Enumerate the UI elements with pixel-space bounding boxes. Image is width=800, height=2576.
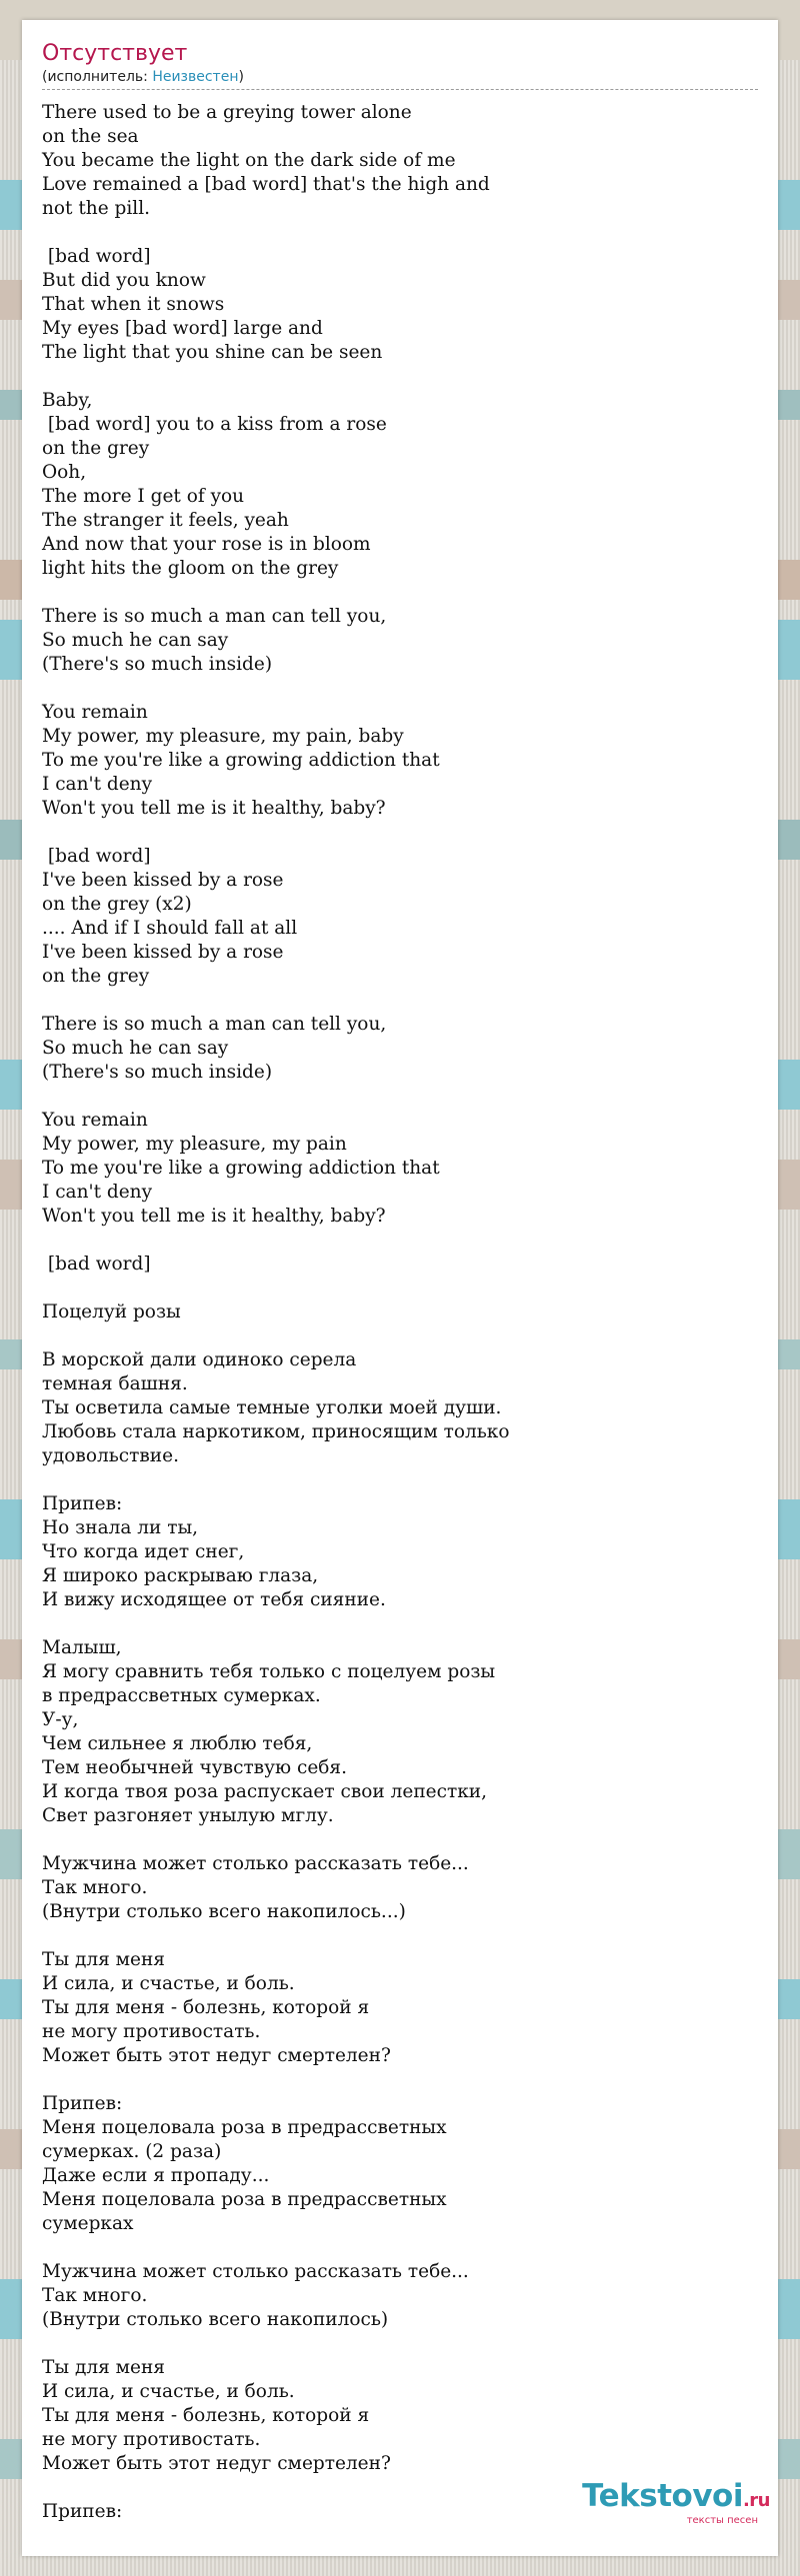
- lyrics-card: [22, 20, 778, 2556]
- logo-tagline: тексты песен: [686, 2515, 758, 2526]
- site-logo[interactable]: [582, 2479, 770, 2526]
- artist-prefix: (исполнитель:: [42, 69, 153, 85]
- header-divider: [42, 89, 758, 90]
- logo-tld: .ru: [742, 2490, 770, 2511]
- artist-link[interactable]: Неизвестен: [152, 69, 239, 85]
- lyrics-text: There used to be a greying tower alone on the sea You became the light on the dark side of me Love remained a [bad word] that's the high and not the pill. [bad word] But did you know That when it snows My eyes [bad word] large and The light that you shine can be seen Baby, [bad word] you to a kiss from a rose on the grey Ooh, The more I get of you The stranger it feels, yeah And now that your rose is in bloom light hits the gloom on the grey There is so much a man can tell you, So much he can say (There's so much inside) You remain My power, my pleasure, my pain, baby To me you're like a growing addiction that I can't deny Won't you tell me is it healthy, baby? [bad word] I've been kissed by a rose on the grey (x2) .... And if I should fall at all I've been kissed by a rose on the grey There is so much a man can tell you, So much he can say (There's so much inside) You remain My power, my pleasure, my pain To me you're like a growing addiction that I can't deny Won't you tell me is it healthy, baby? [bad word] Поцелуй розы В морской дали одиноко серела темная башня. Ты осветила самые темные уголки моей души. Любовь стала наркотиком, приносящим только удовольствие. Припев: Но знала ли ты, Что когда идет снег, Я широко раскрываю глаза, И вижу исходящее от тебя сияние. Малыш, Я могу сравнить тебя только с поцелуем розы в предрассветных сумерках. У-у, Чем сильнее я люблю тебя, Тем необычней чувствую себя. И когда твоя роза распускает свои лепестки, Свет разгоняет унылую мглу. Мужчина может столько рассказать тебе... Так много. (Внутри столько всего накопилось...) Ты для меня И сила, и счастье, и боль. Ты для меня - болезнь, которой я не могу противостать. Может быть этот недуг смертелен? Припев: Меня поцеловала роза в предрассветных сумерках. (2 раза) Даже если я пропаду... Меня поцеловала роза в предрассветных сумерках Мужчина может столько рассказать тебе... Так много. (Внутри столько всего накопилось) Ты для меня И сила, и счастье, и боль. Ты для меня - болезнь, которой я не могу противостать. Может быть этот недуг смертелен? Припев:: [42, 102, 510, 2522]
- artist-line: [42, 68, 244, 86]
- song-title: Отсутствует: [42, 41, 188, 66]
- logo-brand: Tekstovoi: [582, 2478, 743, 2514]
- artist-suffix: ): [238, 69, 244, 85]
